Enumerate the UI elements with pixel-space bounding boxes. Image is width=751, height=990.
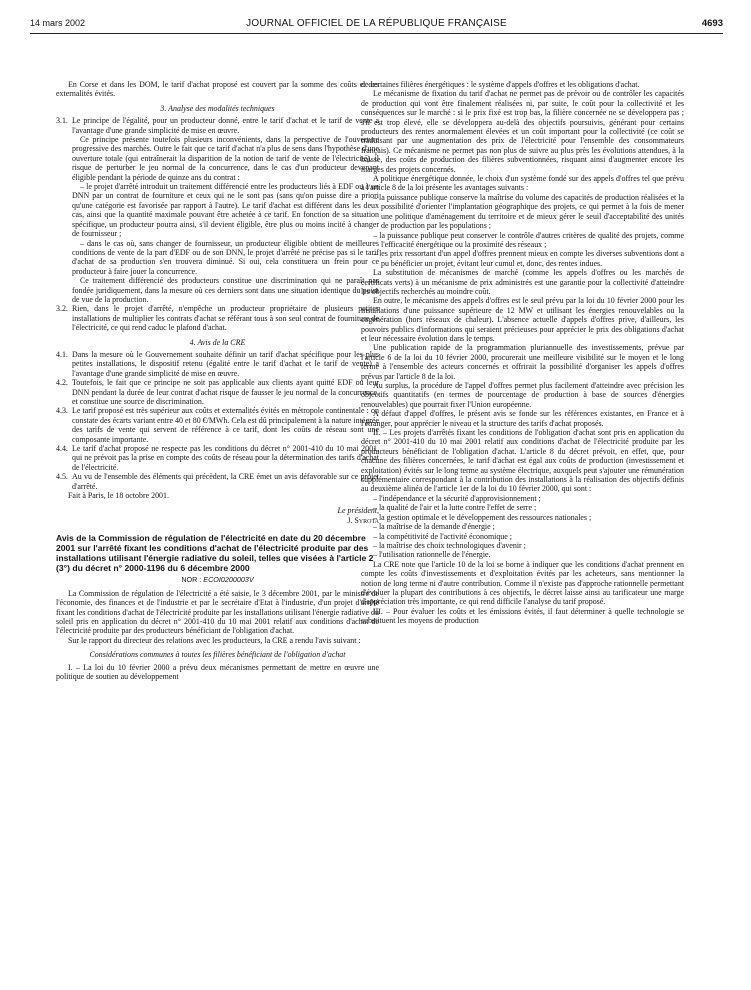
objectif-1: – l'indépendance et la sécurité d'approvisionnement ; <box>373 493 541 503</box>
header-date: 14 mars 2002 <box>30 18 86 28</box>
section-4-title: 4. Avis de la CRE <box>189 337 246 347</box>
intro-paragraph: En Corse et dans les DOM, le tarif d'achat proposé est couvert par la somme des coûts et des externalités évités. <box>56 80 379 99</box>
au-surplus-paragraph: Au surplus, la procédure de l'appel d'offres permet plus facilement d'atteindre avec précision les objectifs quantitatifs (en termes de pourcentage de production à base de sources d'énergies renouvelables) que pourrait fixer l'Union européenne. <box>361 381 684 409</box>
item-3-1: 3.1. Le principe de l'égalité, pour un producteur donné, entre le tarif d'achat et le tarif de vente a l'avantage d'une grande simplicité de mise en œuvre. <box>56 116 379 135</box>
item-4-4: 4.4. Le tarif d'achat proposé ne respecte pas les conditions du décret n° 2001-410 du 10 mai 2001, qui ne prévoit pas la prise en compte des coûts de réseau pour la détermination des tarifs d'achat de l'électricité. <box>56 444 379 472</box>
section-iii-start: III. – Pour évaluer les coûts et les émissions évités, il faut déterminer à quelle technologie se substituent les moyens de production <box>361 606 684 626</box>
objectif-3: – la gestion optimale et le développement des ressources nationales ; <box>373 512 592 522</box>
header-journal-title: JOURNAL OFFICIEL DE LA RÉPUBLIQUE FRANÇAISE <box>246 18 507 29</box>
signature-role: Le président, <box>337 506 379 516</box>
item-4-2: 4.2. Toutefois, le fait que ce principe ne soit pas applicable aux clients ayant quitté EDF ou leur DNN pendant la durée de leur contrat d'achat risque de fausser le jeu normal de la concurrence, et constitue une source de discrimination. <box>56 378 379 406</box>
objectif-7: – l'utilisation rationnelle de l'énergie. <box>373 550 491 560</box>
right-column <box>361 80 684 626</box>
item-3-1-dash-2: – dans le cas où, sans changer de fournisseur, un producteur éligible obtient de meilleures conditions de vente de la part d'EDF ou de son DNN, le projet d'arrêté ne précise pas si le tarif d'achat de sa production s'en trouvera diminué. Si oui, cela constituera un frein pour ce producteur à faire jouer la concurrence. <box>72 238 379 276</box>
cre-note-paragraph: La CRE note que l'article 10 de la loi se borne à indiquer que les conditions d'achat prennent en compte les coûts d'investissements et d'exploitation évités par les acheteurs, sans mentionner la notion de long terme ni d'autre contribution. Comme il n'existe pas d'approche rationnelle permettant d'évaluer la plupart des contributions à ces objectifs, le décret laisse ainsi au tarificateur une marge d'appréciation très importante, ce qui rend difficile l'analyse du tarif proposé. <box>361 559 684 607</box>
page-header <box>30 18 723 32</box>
avantage-1: – la puissance publique conserve la maîtrise du volume des capacités de production réalisées et la possibilité d'orienter l'implantation géographique des projets, ce qui permet à la fois de mener une politique d'aménagement du territoire et de mieux gérer le seuil d'acceptabilité des unités de production par les populations ; <box>373 192 684 231</box>
objectif-5: – la compétitivité de l'activité économique ; <box>373 531 512 541</box>
saisie-paragraph: La Commission de régulation de l'électricité a été saisie, le 3 décembre 2001, par le ministre de l'économie, des finances et de l'industrie et par le secrétaire d'Etat à l'industrie, d'un projet d'arrêté fixant les conditions d'achat de l'électricité produite par les installations utilisant l'énergie radiative du soleil pris en application du décret n° 2001-410 du 10 mai 2001 relatif aux conditions d'achat de l'électricité produite par des producteurs bénéficiant de l'obligation d'achat. <box>56 588 379 636</box>
substitution-paragraph: La substitution de mécanismes de marché (comme les appels d'offres ou les marchés de certificats verts) à un mécanisme de prix administrés est une garantie pour la collectivité d'atteindre les objectifs recherchés au moindre coût. <box>361 268 684 296</box>
objectif-2: – la qualité de l'air et la lutte contre l'effet de serre ; <box>373 503 537 513</box>
header-page-number: 4693 <box>701 18 723 29</box>
nor-reference: NOR : ECOI0200003V <box>181 575 254 585</box>
rapport-paragraph: Sur le rapport du directeur des relations avec les producteurs, la CRE a rendu l'avis suivant : <box>68 635 361 645</box>
objectif-4: – la maîtrise de la demande d'énergie ; <box>373 522 495 532</box>
objectif-6: – la maîtrise des choix technologiques d'avenir ; <box>373 540 526 550</box>
item-4-3: 4.3. Le tarif proposé est très supérieur aux coûts et externalités évités en métropole continentale : on constate des écarts variant entre 40 et 80 €/MWh. Cela est dû principalement à la nature intégrée des tarifs de vente qui servent de référence à ce tarif, dont les coûts de réseau sont une composante importante. <box>56 406 379 444</box>
appels-offres-paragraph: A politique énergétique donnée, le choix d'un système fondé sur des appels d'offres tel que prévu à l'article 8 de la loi présente les avantages suivants : <box>361 174 684 193</box>
section-i-start: I. – La loi du 10 février 2000 a prévu deux mécanismes permettant de mettre en œuvre une politique de soutien au développement <box>56 662 379 681</box>
avis-title: Avis de la Commission de régulation de l'électricité en date du 20 décembre 2001 sur l'arrêté fixant les conditions d'achat de l'électricité produite par des installations utilisant l'énergie radiative du soleil, telles que visées à l'article 2 (3°) du décret n° 2000-1196 du 6 décembre 2000 <box>56 533 374 574</box>
a-defaut-paragraph: A défaut d'appel d'offres, le présent avis se fonde sur les références existantes, en France et à l'étranger, pour apprécier le niveau et la structure des tarifs d'achat proposés. <box>361 409 684 428</box>
avantage-3: – les prix ressortant d'un appel d'offres prennent mieux en compte les diverses subventions dont a pu bénéficier un projet, évitant leur cumul et, donc, des rentes indues. <box>373 249 684 268</box>
item-3-2: 3.2. Rien, dans le projet d'arrêté, n'empêche un producteur propriétaire de plusieurs petites installations de multiplier les contrats d'achat se référant tous à son seul contrat de fourniture de l'électricité, ce qui rend caduc le plafond d'achat. <box>56 304 379 333</box>
en-outre-paragraph: En outre, le mécanisme des appels d'offres est le seul prévu par la loi du 10 février 2000 pour les installations d'une puissance supérieure de 12 MW et utilisant les énergies renouvelables ou la cogénération (hors réseaux de chaleur). L'absence actuelle d'appels d'offres prive, d'ailleurs, les pouvoirs publics d'informations qui seraient précieuses pour apprécier le prix des obligations d'achat et leur nécessaire évolution dans le temps. <box>361 296 684 343</box>
item-4-5: 4.5. Au vu de l'ensemble des éléments qui précèdent, la CRE émet un avis défavorable sur ce projet d'arrêté. <box>56 472 379 491</box>
section-ii-paragraph: II. – Les projets d'arrêtés fixant les conditions de l'obligation d'achat sont pris en application du décret n° 2001-410 du 10 mai 2001 relatif aux conditions d'achat de l'électricité produite par les producteurs bénéficiant de l'obligation d'achat. L'article 8 du décret prévoit, en effet, que, pour chacune des filières concernées, le tarif d'achat est égal aux coûts de production (investissement et exploitation) évités sur le long terme au système électrique, auxquels peut s'ajouter une rémunération supplémentaire correspondant à la contribution des installations à la réalisation des objectifs définis au deuxième alinéa de l'article 1er de la loi du 10 février 2000, qui sont : <box>361 428 684 494</box>
item-4-1: 4.1. Dans la mesure où le Gouvernement souhaite définir un tarif d'achat spécifique pour les plus petites installations, le dispositif retenu (égalité entre le tarif d'achat et le tarif de vente) a l'avantage d'une grande simplicité de mise en œuvre. <box>56 349 379 378</box>
fait-a-paris: Fait à Paris, le 18 octobre 2001. <box>68 491 169 501</box>
section-3-title: 3. Analyse des modalités techniques <box>160 103 275 113</box>
considerations-title: Considérations communes à toutes les filières bénéficiant de l'obligation d'achat <box>89 650 346 660</box>
item-3-1-paragraph-3: Ce traitement différencié des producteurs constitue une discrimination qui ne paraît pas fondée juridiquement, dans la mesure où ces derniers sont dans une situation identique du point de vue de la production. <box>72 276 379 304</box>
continuation-paragraph: de certaines filières énergétiques : le système d'appels d'offres et les obligations d'achat. <box>361 80 640 89</box>
avantage-2: – la puissance publique peut conserver le contrôle d'autres critères de qualité des projets, comme l'efficacité énergétique ou la proximité des réseaux ; <box>373 230 684 249</box>
header-rule <box>30 33 723 34</box>
item-3-1-dash-1: – le projet d'arrêté introduit un traitement différencié entre les producteurs liés à EDF ou à un DNN par un contrat de fourniture et ceux qui ne le sont pas (sans qu'on puisse dire a priori qu'une catégorie est favorisée par rapport à l'autre). Le tarif d'achat est différent dans les deux cas, ainsi que la quantité maximale pouvant être achetée à ce tarif. En fonction de sa situation spécifique, un producteur pourra ainsi, s'il devient éligible, être plus ou moins incité à changer de fournisseur ; <box>72 182 379 239</box>
item-3-1-paragraph-2: Ce principe présente toutefois plusieurs inconvénients, dans la perspective de l'ouverture progressive des marchés. Outre le fait que ce tarif d'achat n'a plus de sens dans l'hypothèse d'une ouverture totale (qui entraînerait la disparition de la notion de tarif de vente de l'électricité), il risque de perturber le jeu normal de la concurrence, dans le cas d'un producteur devenant éligible pendant la période de quinze ans du contrat : <box>72 135 379 182</box>
tarif-mechanism-paragraph: Le mécanisme de fixation du tarif d'achat ne permet pas de prévoir ou de contrôler les capacités de production qui vont être finalement réalisées ni, par suite, le coût pour la collectivité et les conséquences sur le marché : si le prix fixé est trop bas, la filière concernée ne se développera pas ; s'il est trop élevé, elle se développera au-delà des objectifs poursuivis, générant pour certains producteurs des rentes anormalement élevées et un coût important pour la collectivité (ce coût se traduisant par une augmentation des prix de l'électricité pour l'ensemble des consommateurs français). Ce mécanisme ne permet pas non plus de suivre au plus près les évolutions attendues, à la baisse, des coûts de production des filières subventionnées, risquant ainsi d'augmenter encore les marges des projets concernés. <box>361 89 684 174</box>
publication-paragraph: Une publication rapide de la programmation pluriannuelle des investissements, prévue par l'article 6 de la loi du 10 février 2000, procurerait une meilleure visibilité sur le moyen et le long terme à l'ensemble des acteurs concernés et offrirait la possibilité d'organiser les appels d'offres prévus par l'article 8 de la loi. <box>361 343 684 381</box>
left-column <box>56 80 379 681</box>
signature-name: J. Syrota <box>347 515 379 525</box>
